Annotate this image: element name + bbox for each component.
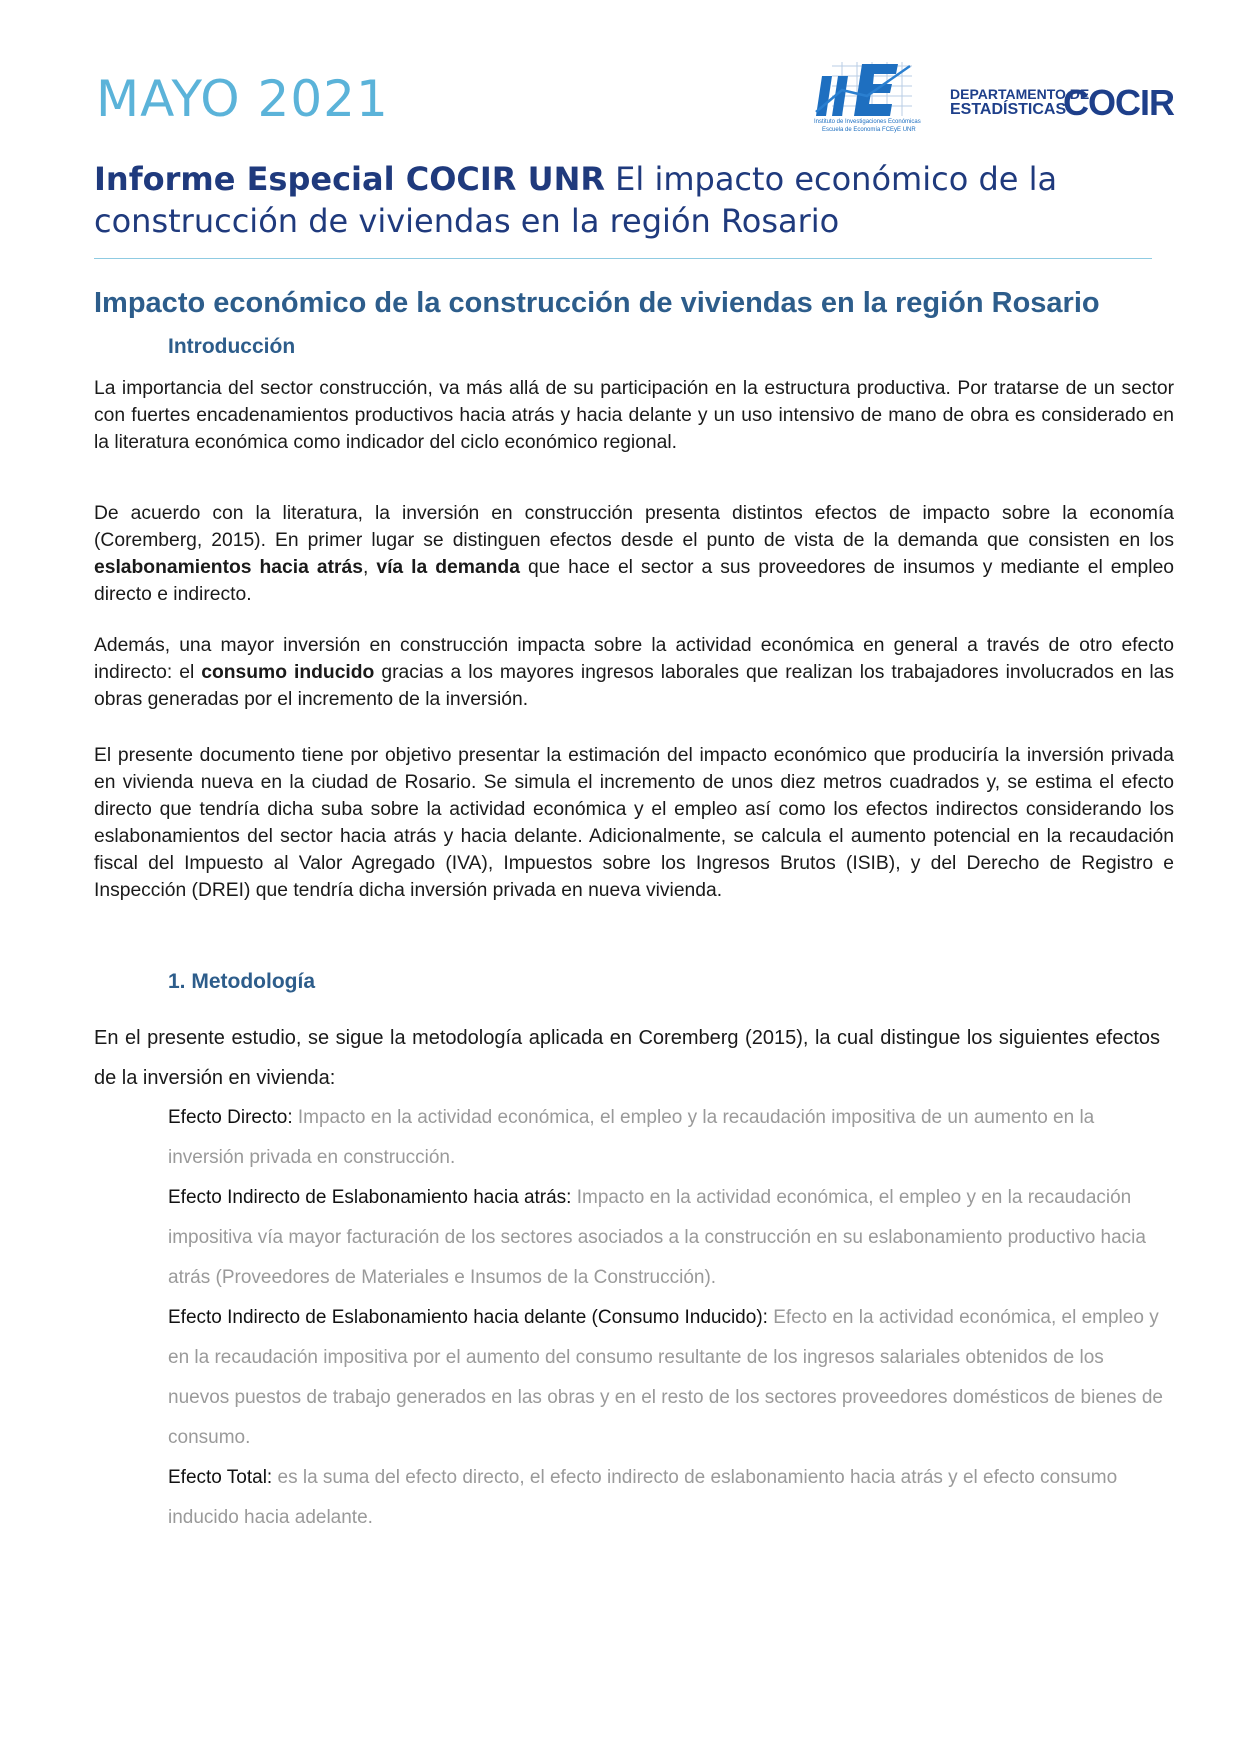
iie-logo-line-2: Escuela de Economía FCEyE UNR [822,127,916,133]
intro-paragraph-2-text-a: De acuerdo con la literatura, la inversión en construcción presenta distintos efectos de impacto sobre la economía (Coremberg, 2015). En primer lugar se distinguen efectos desde el punto de vista de la demanda que consisten en los [94,503,1174,551]
report-title-prefix: Informe Especial COCIR UNR [94,160,605,198]
effect-description: Impacto en la actividad económica, el empleo y en la recaudación impositiva vía mayor facturación de los sectores asociados a la construcción en su eslabonamiento productivo hacia atrás (Proveedores de Materiales e Insumos de la Construcción). [168,1187,1146,1288]
effect-item-backward [168,1178,1168,1298]
report-title-line-1: El impacto económico de la [604,160,1058,198]
intro-paragraph-2-bold-2: vía la demanda [376,557,520,578]
intro-paragraph-3-text-a: Además, una mayor inversión en construcción impacta sobre la actividad económica en general a través de otro efecto indirecto: el [94,635,1174,683]
effect-label: Efecto Directo: [168,1107,293,1128]
intro-paragraph-3-bold: consumo inducido [201,662,375,683]
effect-label: Efecto Indirecto de Eslabonamiento hacia delante (Consumo Inducido): [168,1307,768,1328]
methodology-intro: En el presente estudio, se sigue la metodología aplicada en Coremberg (2015), la cual distingue los siguientes efectos de la inversión en vivienda: [94,1027,1160,1089]
effect-item-direct [168,1098,1168,1178]
main-heading: Impacto económico de la construcción de viviendas en la región Rosario [94,287,1100,319]
methodology-heading: 1. Metodología [168,970,315,993]
cocir-logo [950,82,1174,124]
iie-logo [812,60,922,140]
intro-heading: Introducción [168,335,296,358]
effect-item-total [168,1458,1168,1538]
cocir-logo-line-1: DEPARTAMENTO DE [950,86,1090,102]
report-date: MAYO 2021 [96,70,389,128]
intro-paragraph-2-text-d: que hace el sector a sus proveedores de insumos y mediante el empleo directo e indirecto. [94,557,1175,605]
effect-description: es la suma del efecto directo, el efecto indirecto de eslabonamiento hacia atrás y el efecto consumo inducido hacia adelante. [168,1467,1118,1528]
cocir-logo-line-2: ESTADÍSTICAS [950,101,1067,118]
intro-paragraph-2-bold-1: eslabonamientos hacia atrás [94,557,363,578]
intro-paragraph-3-text-c: gracias a los mayores ingresos laborales que realizan los trabajadores involucrados en las obras generadas por el incremento de la inversión. [94,662,1174,710]
intro-paragraph-3 [94,632,1174,713]
intro-paragraph-1: La importancia del sector construcción, va más allá de su participación en la estructura productiva. Por tratarse de un sector con fuertes encadenamientos productivos hacia atrás y hacia delante y un uso intensivo de mano de obra es considerado en la literatura económica como indicador del ciclo económico regional. [94,378,1174,453]
report-title [94,158,1144,242]
title-divider [94,258,1152,259]
intro-paragraph-2 [94,500,1174,608]
intro-paragraph-4: El presente documento tiene por objetivo presentar la estimación del impacto económico que produciría la inversión privada en vivienda nueva en la ciudad de Rosario. Se simula el incremento de unos diez metros cuadrados y, se estima el efecto directo que tendría dicha suba sobre la actividad económica y el empleo así como los efectos indirectos considerando los eslabonamientos del sector hacia atrás y hacia delante. Adicionalmente, se calcula el aumento potencial en la recaudación fiscal del Impuesto al Valor Agregado (IVA), Impuestos sobre los Ingresos Brutos (ISIB), y del Derecho de Registro e Inspección (DREI) que tendría dicha inversión privada en nueva vivienda. [94,745,1174,901]
effects-list [168,1098,1168,1538]
effect-label: Efecto Total: [168,1467,273,1488]
effect-item-forward [168,1298,1168,1458]
cocir-logo-brand: COCIR [1063,82,1174,123]
iie-logo-line-1: Instituto de Investigaciones Económicas [814,119,921,125]
effect-description: Efecto en la actividad económica, el empleo y en la recaudación impositiva por el aumento del consumo resultante de los ingresos salariales obtenidos de los nuevos puestos de trabajo generados en las obras y en el resto de los sectores proveedores domésticos de bienes de consumo. [168,1307,1163,1448]
intro-paragraph-2-text-c: , [362,557,377,578]
report-title-line-2: construcción de viviendas en la región Rosario [94,202,840,240]
effect-label: Efecto Indirecto de Eslabonamiento hacia atrás: [168,1187,572,1208]
effect-description: Impacto en la actividad económica, el empleo y la recaudación impositiva de un aumento en la inversión privada en construcción. [168,1107,1095,1168]
